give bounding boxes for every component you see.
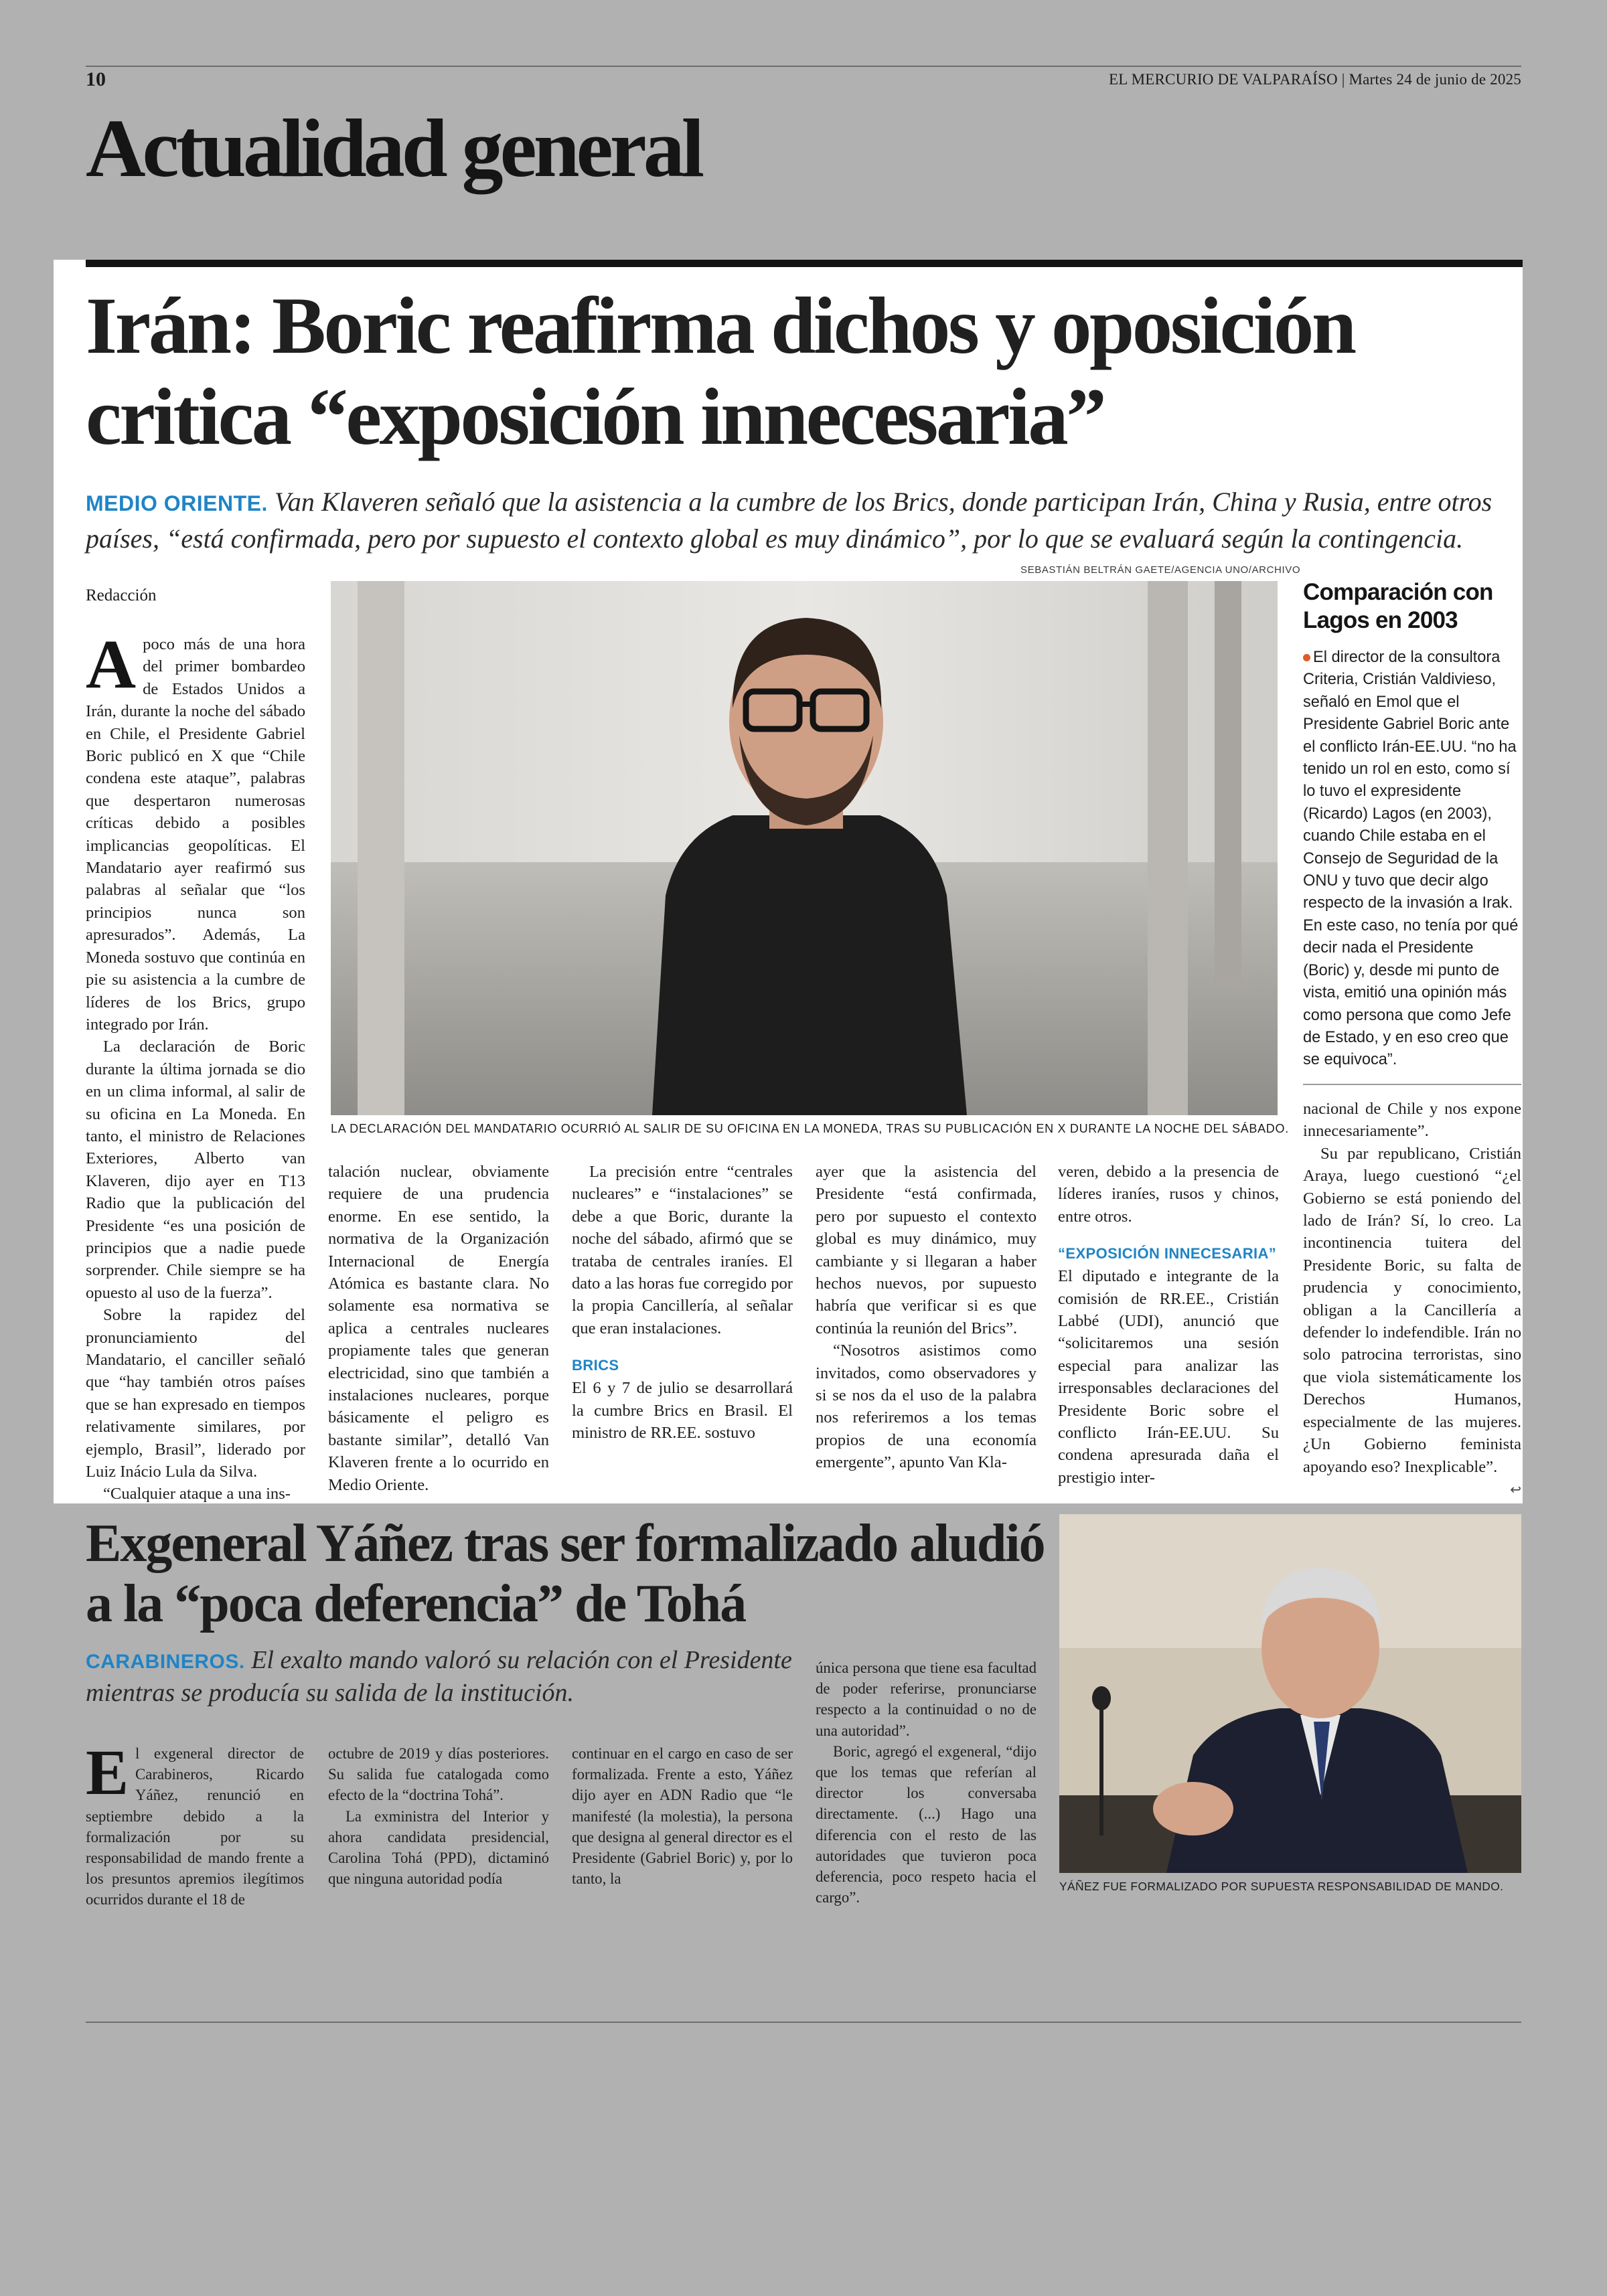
main-photo-caption: LA DECLARACIÓN DEL MANDATARIO OCURRIÓ AL SALIR DE SU OFICINA EN LA MONEDA, TRAS SU PUBLICACIÓN EN X DURANTE LA NOCHE DEL SÁBADO.: [331, 1122, 1289, 1135]
sidebar-text: El director de la consultora Criteria, Cristián Valdivieso, señaló en Emol que el Presidente Gabriel Boric ante el conflicto Irán-EE.UU. “no ha tenido un rol en esto, como sí lo tuvo el expresidente (Ricardo) Lagos (en 2003), cuando Chile estaba en el Consejo de Seguridad de la ONU y tuvo que decir algo respecto de la invasión a Irak. En este caso, no tenía por qué decir nada el Presidente (Boric) y, desde mi punto de vista, emitió una opinión más como persona que como Jefe de Estado, y en eso creo que se equivoca”.: [1303, 649, 1519, 1069]
main-headline: Irán: Boric reafirma dichos y oposición critica “exposición innecesaria”: [86, 281, 1355, 462]
sidebar-body: [1303, 647, 1521, 1072]
newspaper-dateline: EL MERCURIO DE VALPARAÍSO | Martes 24 de junio de 2025: [1109, 71, 1521, 88]
second-column-3: [572, 1743, 793, 1889]
end-of-article-icon: ↩: [1510, 1481, 1521, 1497]
yanez-photo-caption: YÁÑEZ FUE FORMALIZADO POR SUPUESTA RESPONSABILIDAD DE MANDO.: [1059, 1880, 1504, 1893]
subhead-exposicion: “EXPOSICIÓN INNECESARIA”: [1058, 1245, 1277, 1262]
sidebar-box: [1303, 578, 1521, 1085]
paragraph: Boric, agregó el exgeneral, “dijo que los temas que referían al director los conversaba directamente. (...) Hago una diferencia con el resto de las autoridades que tuvieron poca deferencia, poco respeto hacia el cargo”.: [816, 1742, 1037, 1906]
second-column-1: [86, 1736, 304, 1910]
main-kicker: MEDIO ORIENTE.: [86, 491, 268, 515]
header-rule: [86, 66, 1521, 67]
second-headline: Exgeneral Yáñez tras ser formalizado aludió a la “poca deferencia” de Tohá: [86, 1514, 1045, 1633]
paragraph: octubre de 2019 y días posteriores. Su salida fue catalogada como efecto de la “doctrina Tohá”.: [328, 1745, 549, 1804]
second-deck: [86, 1644, 795, 1710]
main-column-1: [86, 626, 305, 1505]
article-top-rule: [86, 260, 1523, 267]
paragraph: ayer que la asistencia del Presidente “está confirmada, pero por supuesto el contexto global es muy dinámico, muy cambiante y si llegaran a haber hechos nuevos, por supuesto habría que verificar si es que continúa la reunión del Brics”.: [816, 1163, 1037, 1337]
main-column-4: [816, 1161, 1037, 1474]
main-column-2: [328, 1161, 549, 1496]
bullet-dot-icon: [1303, 654, 1310, 661]
drop-cap: E: [86, 1736, 129, 1808]
second-kicker: CARABINEROS.: [86, 1651, 245, 1673]
section-title: Actualidad general: [86, 102, 702, 194]
paragraph: La exministra del Interior y ahora candidata presidencial, Carolina Tohá (PPD), dictaminó que ninguna autoridad podía: [328, 1807, 549, 1888]
main-column-3: [572, 1161, 793, 1444]
drop-cap: A: [86, 626, 137, 703]
paragraph: La declaración de Boric durante la última jornada se dio en un clima informal, al salir de su oficina en La Moneda. En tanto, el ministro de Relaciones Exteriores, Alberto van Klaveren, dijo ayer en T13 Radio que la publicación del Presidente “es una posición de principios que a nadie puede sorprender. Chile siempre se ha opuesto al uso de la fuerza”.: [86, 1038, 305, 1302]
main-deck-text: Van Klaveren señaló que la asistencia a la cumbre de los Brics, donde participan Irán, China y Rusia, entre otros países, “está confirmada, pero por supuesto el contexto global es muy dinámico”, por lo que se evaluará según la contingencia.: [86, 487, 1493, 554]
paragraph: poco más de una hora del primer bombardeo de Estados Unidos a Irán, durante la noche del sábado en Chile, el Presidente Gabriel Boric publicó en X que “Chile condena este ataque”, palabras que despertaron numerosas críticas debido a posibles implicancias geopolíticas. El Mandatario ayer reafirmó sus palabras al señalar que “los principios nunca son apresurados”. Además, La Moneda sostuvo que continúa en pie su asistencia a la cumbre de líderes de los Brics, grupo integrado por Irán.: [86, 635, 305, 1034]
issue-date: Martes 24 de junio de 2025: [1349, 71, 1521, 88]
second-column-2: [328, 1743, 549, 1889]
paragraph: “Nosotros asistimos como invitados, como observadores y si se nos da el uso de la palabra nos referiremos a los temas propios de una economía emergente”, apunto Van Kla-: [816, 1341, 1037, 1472]
yanez-photo: [1059, 1514, 1521, 1873]
paragraph: Su par republicano, Cristián Araya, luego cuestionó “¿el Gobierno se está poniendo del lado de Irán? Sí, lo creo. La incontinencia tuitera del Presidente Boric, su falta de prudencia y conocimiento, obligan a la Cancillería a defender lo indefendible. Irán no solo patrocina terroristas, sino que viola sistemáticamente los Derechos Humanos, especialmente de las mujeres. ¿Un Gobierno feminista apoyando eso? Inexplicable”.: [1303, 1144, 1521, 1476]
paragraph: única persona que tiene esa facultad de poder referirse, pronunciarse respecto a la continuidad o no de una autoridad”.: [816, 1659, 1037, 1739]
paragraph: nacional de Chile y nos expone innecesariamente”.: [1303, 1100, 1521, 1141]
main-photo: [331, 581, 1278, 1115]
paragraph: talación nuclear, obviamente requiere de una prudencia enorme. En ese sentido, la normativa de la Organización Internacional de Energía Atómica es bastante clara. No solamente esa normativa se aplica a centrales nucleares propiamente tales que generan electricidad, sino que también a instalaciones nucleares, porque básicamente el peligro es bastante similar”, detalló Van Klaveren frente a lo ocurrido en Medio Oriente.: [328, 1163, 549, 1494]
sidebar-title: Comparación con Lagos en 2003: [1303, 579, 1493, 633]
paragraph: Sobre la rapidez del pronunciamiento del Mandatario, el canciller señaló que “hay también otros países que se han expresado en tiempos relativamente similares, por ejemplo, Brasil”, liderado por Luiz Inácio Lula da Silva.: [86, 1306, 305, 1481]
sidebar-rule: [1303, 1084, 1521, 1085]
paragraph: l exgeneral director de Carabineros, Ricardo Yáñez, renunció en septiembre debido a la formalización por su responsabilidad de mando frente a los presuntos apremios ilegítimos ocurridos durante el 18 de: [86, 1745, 304, 1908]
paragraph: veren, debido a la presencia de líderes iraníes, rusos y chinos, entre otros.: [1058, 1163, 1279, 1226]
page-number: 10: [86, 68, 106, 90]
second-column-4: [816, 1657, 1037, 1908]
paragraph: La precisión entre “centrales nucleares” e “instalaciones” se debe a que Boric, durante la noche del sábado, afirmó que se trataba de centrales iraníes. El dato a las horas fue corregido por la propia Cancillería, al señalar que eran instalaciones.: [572, 1163, 793, 1337]
main-deck: [86, 483, 1525, 557]
byline: Redacción: [86, 586, 157, 604]
yanez-portrait-image: [1059, 1514, 1521, 1873]
main-column-6: [1303, 1098, 1521, 1500]
second-deck-text: El exalto mando valoró su relación con el Presidente mientras se producía su salida de la institución.: [86, 1646, 792, 1708]
paragraph: “Cualquier ataque a una ins-: [103, 1485, 291, 1503]
paragraph: El diputado e integrante de la comisión de RR.EE., Cristián Labbé (UDI), anunció que “solicitaremos una sesión especial para analizar las irresponsables declaraciones del Presidente Boric sobre el conflicto Irán-EE.UU. Su condena apresurada daña el prestigio inter-: [1058, 1267, 1279, 1487]
main-column-5: [1058, 1161, 1279, 1489]
paragraph: El 6 y 7 de julio se desarrollará la cumbre Brics en Brasil. El ministro de RR.EE. sostuvo: [572, 1379, 793, 1443]
subhead-brics: BRICS: [572, 1357, 619, 1374]
paragraph: continuar en el cargo en caso de ser formalizada. Frente a esto, Yáñez dijo ayer en ADN Radio que “le manifesté (la molestia), la persona que designa al general director es el Presidente (Gabriel Boric) y, por lo tanto, la: [572, 1745, 793, 1888]
bottom-rule: [86, 2022, 1521, 2023]
boric-portrait-image: [331, 581, 1278, 1115]
newspaper-name: EL MERCURIO DE VALPARAÍSO: [1109, 71, 1338, 88]
photo-credit: SEBASTIÁN BELTRÁN GAETE/AGENCIA UNO/ARCHIVO: [1020, 564, 1301, 576]
